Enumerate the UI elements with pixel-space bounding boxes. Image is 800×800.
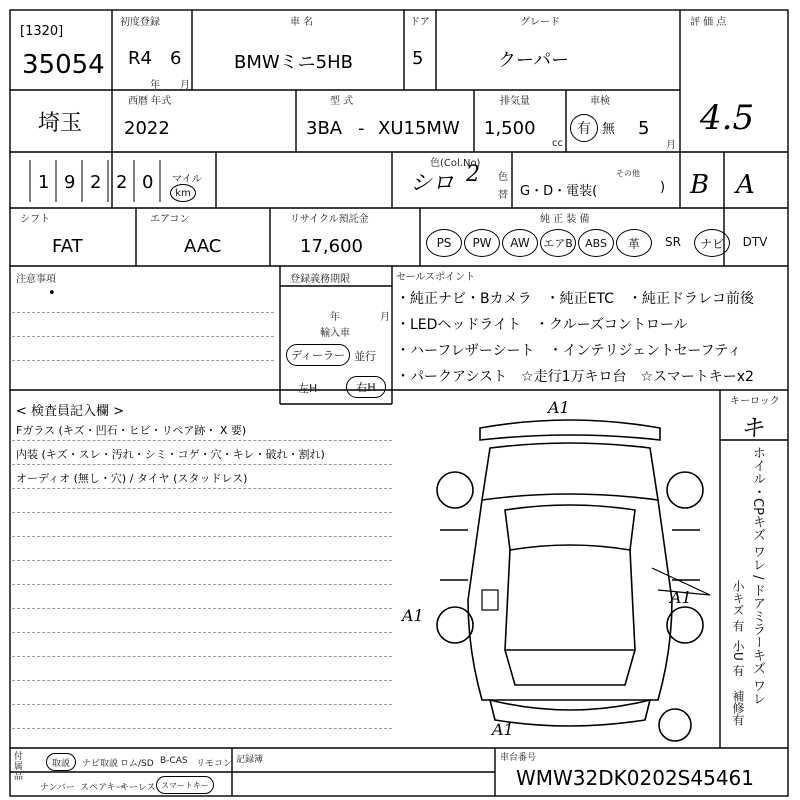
model-year: 2022 bbox=[124, 118, 170, 139]
accessory-number: ナンバー bbox=[40, 783, 75, 793]
shaken-month-suffix: 月 bbox=[666, 140, 676, 151]
lot-code: [1320] bbox=[20, 24, 64, 39]
inspector-line: Fガラス (キズ・凹石・ヒビ・リペア跡・ X 要) bbox=[16, 424, 247, 437]
color-options: G・D・電装( bbox=[520, 184, 598, 199]
registration-parallel: 並行 bbox=[354, 350, 376, 363]
odometer-digit: 2 bbox=[90, 172, 102, 193]
sales-point-item: ・純正ナビ・Bカメラ ・純正ETC ・純正ドラレコ前後 bbox=[396, 291, 754, 307]
inspector-line: 内装 (キズ・スレ・汚れ・シミ・コゲ・穴・キレ・破れ・割れ) bbox=[16, 448, 325, 461]
accessory-rom-sd: ロム/SD bbox=[120, 759, 154, 769]
displacement-value: 1,500 bbox=[484, 118, 536, 139]
color-options-close: ) bbox=[660, 180, 666, 195]
color-change-label: 替 bbox=[498, 190, 508, 201]
registration-month: 月 bbox=[380, 312, 390, 323]
model-code: XU15MW bbox=[378, 118, 460, 139]
label-color: 色(Col.No) bbox=[430, 158, 481, 169]
score-value: 4.5 bbox=[700, 98, 755, 138]
equipment-airbag: エアB bbox=[540, 229, 576, 257]
damage-mark: A1 bbox=[402, 606, 424, 625]
odometer-digit: 9 bbox=[64, 172, 76, 193]
inspector-line: オーディオ (無し・穴) / タイヤ (スタッドレス) bbox=[16, 472, 248, 485]
aircon: AAC bbox=[184, 236, 222, 257]
label-shift: シフト bbox=[20, 214, 50, 225]
damage-mark: A1 bbox=[548, 398, 570, 417]
accessory-bcas: B-CAS bbox=[160, 756, 188, 766]
registration-title: 登録義務期限 bbox=[290, 274, 350, 285]
registration-dealer: ディーラー bbox=[286, 344, 350, 366]
odometer-digit: 0 bbox=[142, 172, 154, 193]
car-diagram bbox=[420, 400, 720, 745]
registration-year: 年 bbox=[330, 312, 340, 323]
score-exterior: A bbox=[736, 170, 755, 200]
accessory-remote: リモコン bbox=[196, 759, 233, 769]
recycle: 17,600 bbox=[300, 236, 363, 257]
label-shaken: 車検 bbox=[590, 96, 610, 107]
equipment-leather: 革 bbox=[616, 229, 652, 257]
legend-sub: 補修有 bbox=[731, 690, 745, 726]
notes-mark: • bbox=[48, 286, 56, 301]
accessory-smart-key: スマートキー bbox=[156, 776, 214, 794]
accessory-keyless: キーレス bbox=[120, 783, 156, 793]
shaken-yes: 有 bbox=[570, 114, 598, 142]
first-reg-month: 6 bbox=[170, 48, 182, 69]
equipment-abs: ABS bbox=[578, 229, 614, 257]
color-code: 2 bbox=[466, 162, 480, 187]
displacement-unit: cc bbox=[552, 138, 563, 149]
equipment-sunroof: SR bbox=[665, 235, 681, 249]
label-model-code: 型 式 bbox=[330, 96, 354, 107]
label-displacement: 排気量 bbox=[500, 96, 530, 107]
label-grade: グレード bbox=[520, 17, 560, 28]
label-notes: 注意事項 bbox=[16, 274, 56, 285]
chassis-number: WMW32DK0202S45461 bbox=[516, 766, 754, 790]
label-first-reg: 初度登録 bbox=[120, 17, 160, 28]
first-reg-year-suffix: 年 bbox=[150, 80, 160, 91]
lot-number: 35054 bbox=[22, 50, 105, 80]
accessory-manual: 取説 bbox=[46, 753, 76, 771]
color-change-label: 色 bbox=[498, 172, 508, 183]
odometer-digit: 1 bbox=[38, 172, 50, 193]
equipment-ps: PS bbox=[426, 229, 462, 257]
key-mark: キ bbox=[740, 414, 764, 442]
equipment-pw: PW bbox=[464, 229, 500, 257]
odometer-digit: 2 bbox=[116, 172, 128, 193]
model-code-dash: - bbox=[358, 118, 365, 139]
legend-sub: 小キズ 有 bbox=[731, 580, 745, 632]
odometer-unit-mile: マイル bbox=[172, 174, 202, 185]
score-interior: B bbox=[690, 170, 710, 200]
label-recycle: リサイクル預託金 bbox=[290, 214, 369, 225]
equipment-dtv: DTV bbox=[742, 235, 768, 249]
sales-point-item: ・ハーフレザーシート ・インテリジェントセーフティ bbox=[396, 343, 742, 359]
region: 埼玉 bbox=[38, 111, 83, 136]
equipment-header: 純 正 装 備 bbox=[540, 214, 590, 225]
accessory-spare-key: スペアキー bbox=[80, 783, 125, 793]
legend-sub: 小U 有 bbox=[731, 640, 745, 677]
accessories-label: 付属品 bbox=[14, 752, 24, 782]
label-doors: ドア bbox=[410, 17, 430, 28]
inspector-title: < 検査員記入欄 > bbox=[16, 404, 125, 419]
first-reg-month-suffix: 月 bbox=[180, 80, 190, 91]
label-sales-points: セールスポイント bbox=[396, 272, 476, 283]
damage-mark: A1 bbox=[670, 588, 692, 607]
label-score: 評 価 点 bbox=[690, 17, 727, 28]
color-name: シロ bbox=[410, 171, 455, 196]
label-aircon: エアコン bbox=[150, 214, 190, 225]
car-name: BMWミニ5HB bbox=[234, 52, 354, 73]
color-other: その他 bbox=[616, 169, 640, 178]
record-label: 記録簿 bbox=[236, 755, 264, 765]
legend-column: ホイル・CPキズ ワレ / ドアミラーキズ ワレ bbox=[750, 446, 765, 705]
registration-import: 輸入車 bbox=[320, 328, 350, 339]
registration-right: 右H bbox=[346, 376, 386, 398]
shaken-month: 5 bbox=[638, 118, 650, 139]
accessory-navi-manual: ナビ取説 bbox=[82, 759, 119, 769]
shaken-no: 無 bbox=[602, 122, 616, 137]
car-grade: クーパー bbox=[498, 50, 570, 71]
sales-point-item: ・LEDヘッドライト ・クルーズコントロール bbox=[396, 317, 688, 333]
chassis-label: 車台番号 bbox=[500, 753, 537, 763]
label-model-year: 西暦 年式 bbox=[128, 96, 172, 107]
car-doors: 5 bbox=[412, 48, 424, 69]
equipment-aw: AW bbox=[502, 229, 538, 257]
odometer-unit-km: km bbox=[170, 184, 196, 202]
registration-left: 左H bbox=[298, 382, 318, 395]
shift: FAT bbox=[52, 236, 83, 257]
sales-point-item: ・パークアシスト ☆走行1万キロ台 ☆スマートキーx2 bbox=[396, 369, 754, 385]
damage-mark: A1 bbox=[492, 720, 514, 739]
equipment-navi: ナビ bbox=[694, 229, 730, 257]
label-key-lock: キーロック bbox=[730, 396, 780, 407]
first-reg-era-year: R4 bbox=[128, 48, 152, 69]
label-car-name: 車 名 bbox=[290, 17, 314, 28]
model-code-prefix: 3BA bbox=[306, 118, 343, 139]
